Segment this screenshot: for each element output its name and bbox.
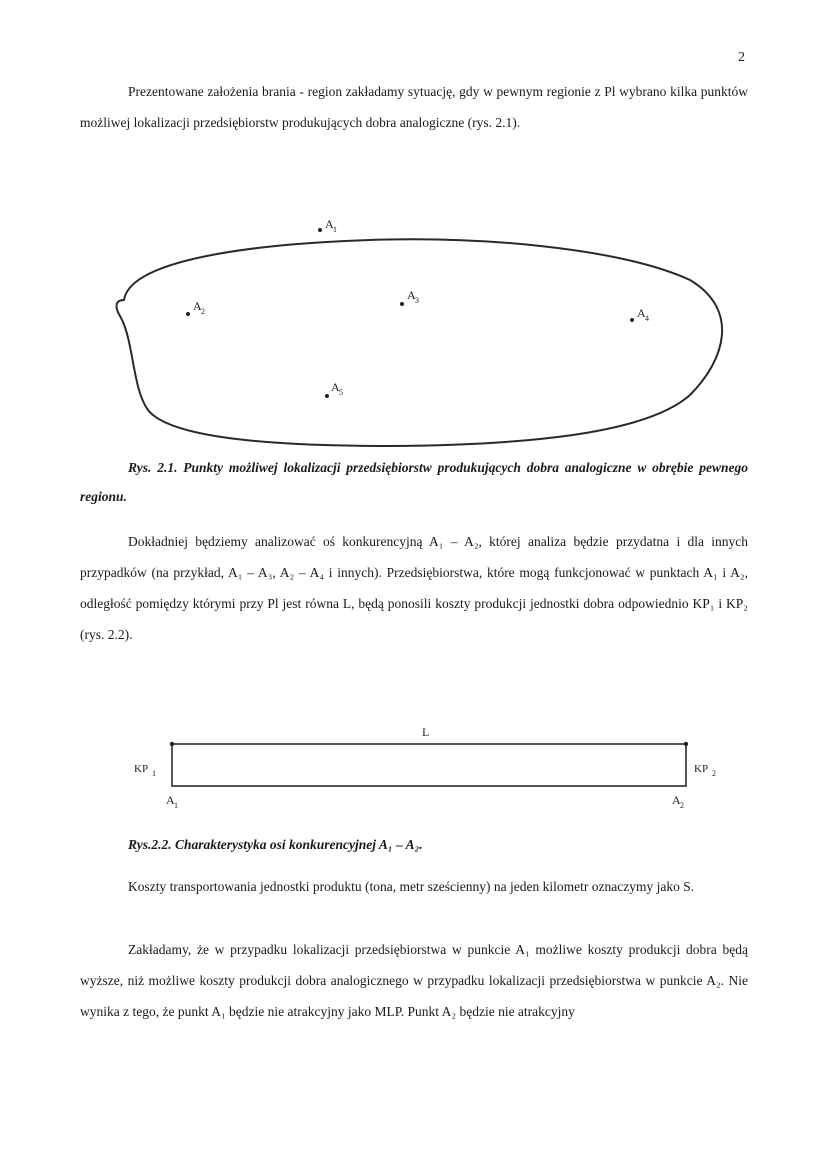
point-a4-sub: 4 <box>645 314 649 323</box>
length-label: L <box>422 725 430 739</box>
point-a4-label: A <box>637 306 646 320</box>
point-a5 <box>325 380 343 398</box>
point-a2 <box>186 299 205 316</box>
point-a5-sub: 5 <box>339 388 343 397</box>
right-cost-label: KP <box>694 763 709 775</box>
figure2-caption: Rys.2.2. Charakterystyka osi konkurencyjnej A₁ – A₂. <box>128 837 423 852</box>
left-cost-label: KP <box>134 763 149 775</box>
transport-paragraph: Koszty transportowania jednostki produktu (tona, metr sześcienny) na jeden kilometr oznaczymy jako S. <box>128 879 695 894</box>
point-a3-sub: 3 <box>415 296 419 305</box>
region-diagram <box>100 200 740 455</box>
assumption-paragraph: Zakładamy, że w przypadku lokalizacji przedsiębiorstwa w punkcie A₁ możliwe koszty produkcji dobra będą wyższe, niż możliwe koszty produkcji dobra analogicznego w przypadku lokalizacji przedsiębiorstwa w punkcie A₂. Nie wynika z tego, że punkt A₁ będzie nie atrakcyjny jako MLP. Punkt A₂ będzie nie atrakcyjny <box>80 942 748 1019</box>
left-point-label: A <box>166 793 175 807</box>
page-number: 2 <box>738 50 745 65</box>
point-a4 <box>630 306 649 323</box>
point-a1-sub: 1 <box>333 225 337 234</box>
competition-axis-diagram <box>120 720 720 815</box>
left-point-sub: 1 <box>174 801 178 810</box>
point-a3-label: A <box>407 288 416 302</box>
axis-bar <box>172 744 686 786</box>
point-a2-sub: 2 <box>201 307 205 316</box>
left-cost-sub: 1 <box>152 769 156 778</box>
right-point-sub: 2 <box>680 801 684 810</box>
point-a5-label: A <box>331 380 340 394</box>
point-a3 <box>400 288 419 306</box>
right-cost-sub: 2 <box>712 769 716 778</box>
figure1-caption: Rys. 2.1. Punkty możliwej lokalizacji przedsiębiorstw produkujących dobra analogiczne w obrębie pewnego regionu. <box>80 460 748 504</box>
intro-paragraph: Prezentowane założenia brania - region zakładamy sytuację, gdy w pewnym regionie z Pl wybrano kilka punktów możliwej lokalizacji przedsiębiorstw produkujących dobra analogiczne (rys. 2.1). <box>80 84 748 130</box>
point-a1 <box>318 217 337 234</box>
point-a2-label: A <box>193 299 202 313</box>
region-boundary <box>117 239 723 446</box>
right-point-label: A <box>672 793 681 807</box>
axis-paragraph: Dokładniej będziemy analizować oś konkurencyjną A₁ – A₂, której analiza będzie przydatna i dla innych przypadków (na przykład, A₁ – A₃, A₂ – A₄ i innych). Przedsiębiorstwa, które mogą funkcjonować w punktach A₁ i A₂, odległość pomiędzy którymi przy Pl jest równa L, będą ponosili koszty produkcji jednostki dobra odpowiednio KP₁ i KP₂ (rys. 2.2). <box>80 534 748 642</box>
point-a1-label: A <box>325 217 334 231</box>
